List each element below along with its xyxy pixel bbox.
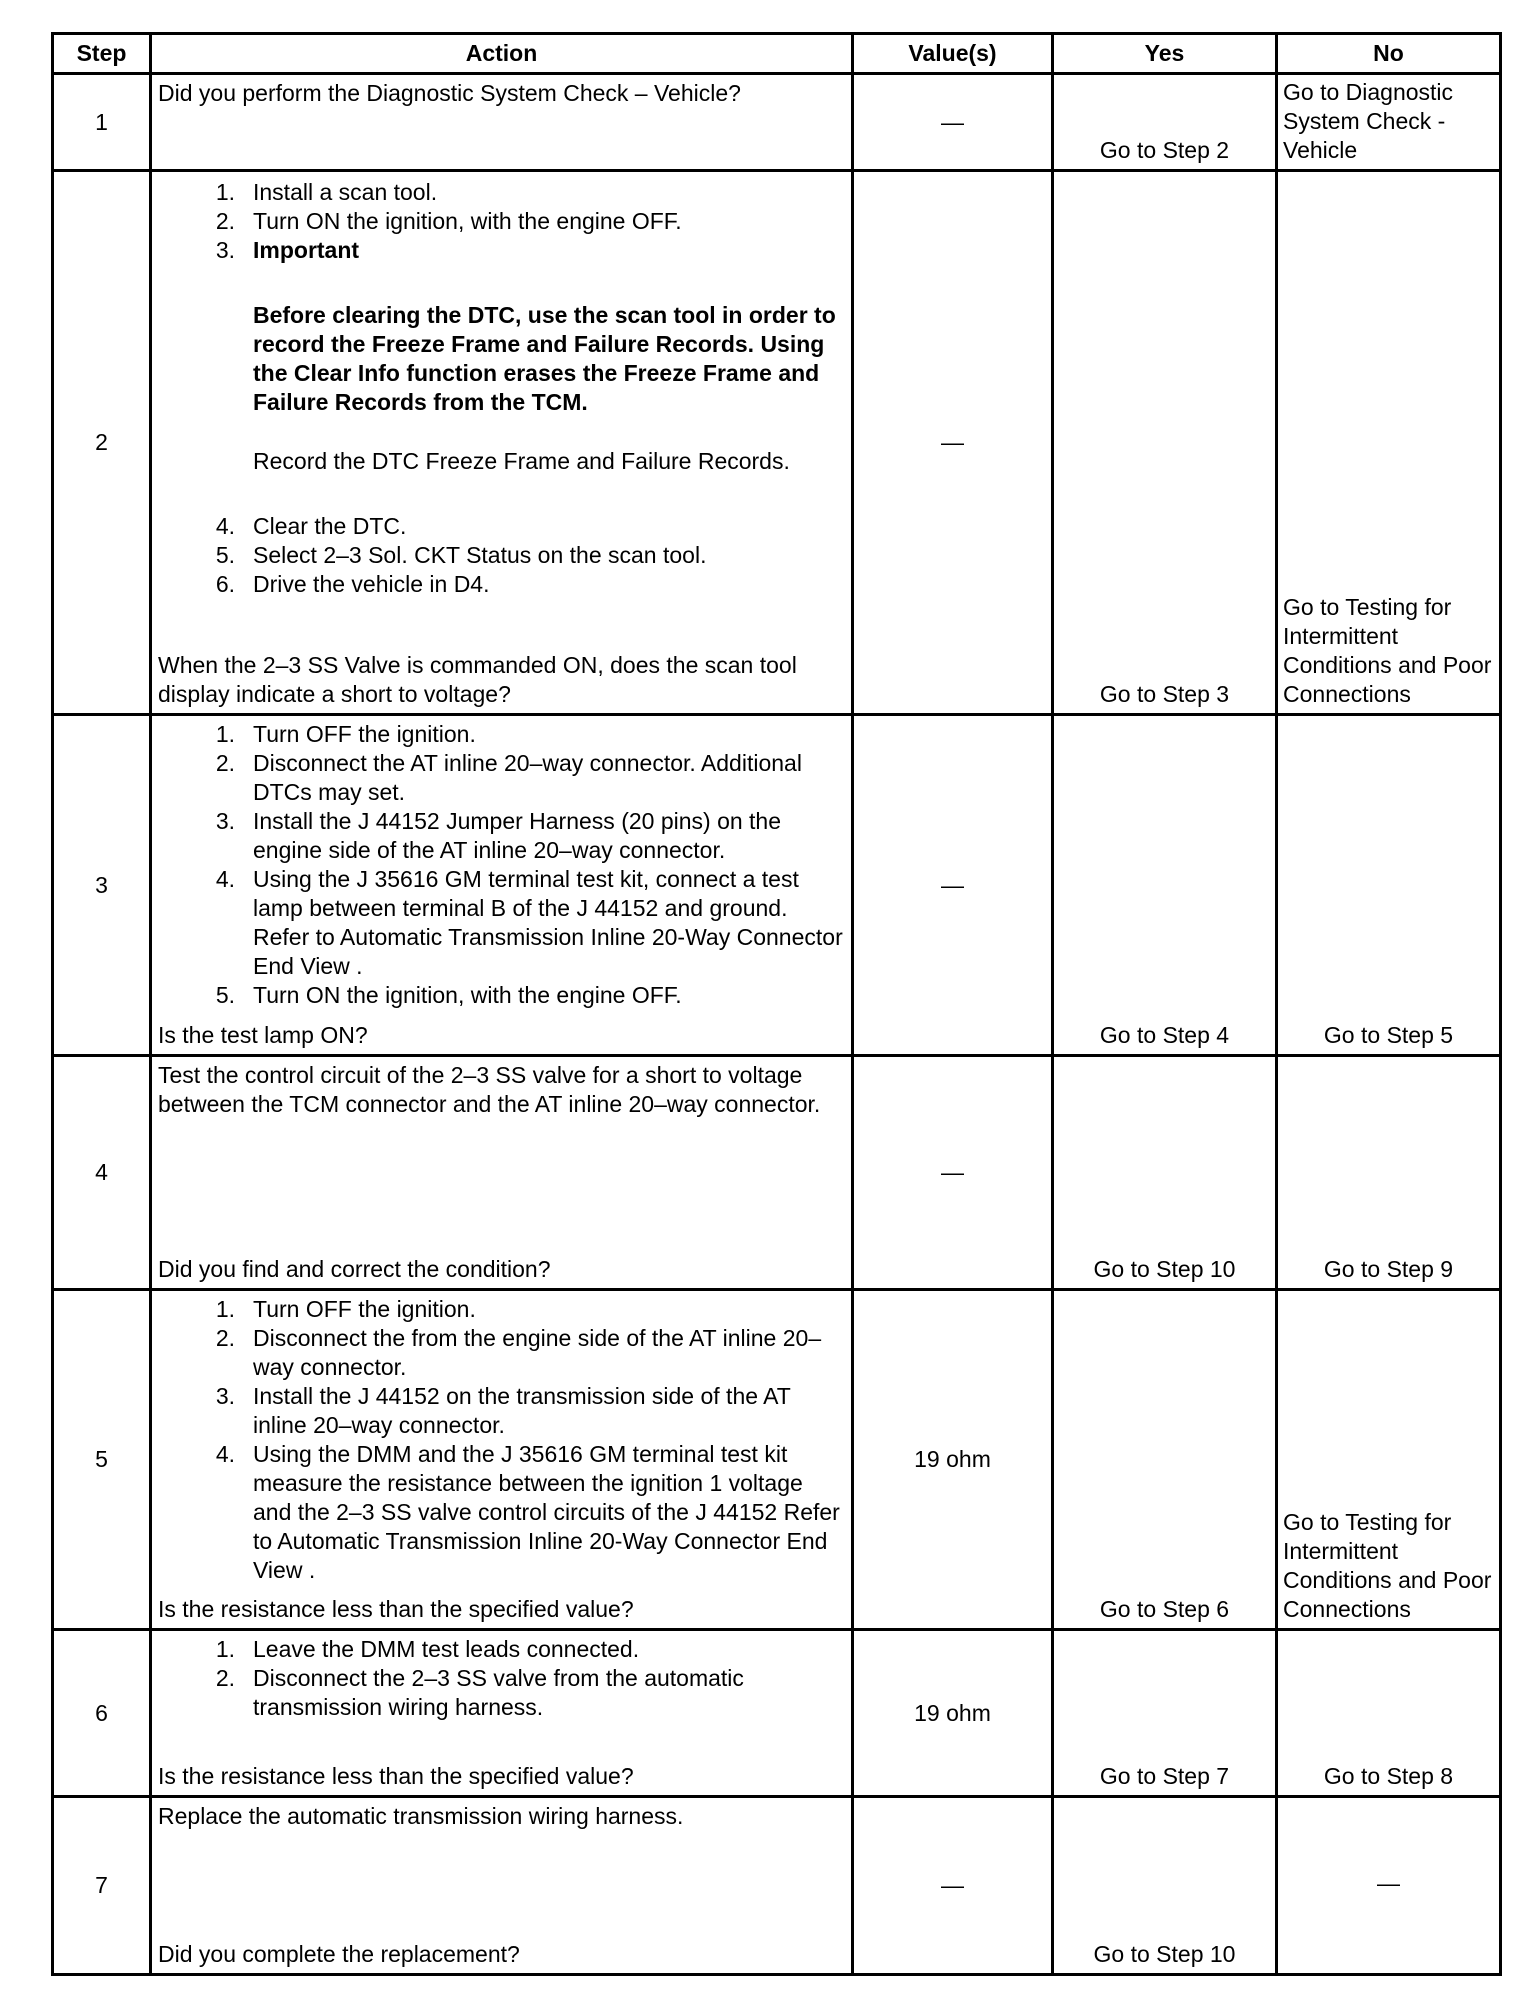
important-instruction: Record the DTC Freeze Frame and Failure Records. (253, 448, 790, 474)
yes-link[interactable]: Go to Step 2 (1053, 74, 1277, 171)
table-row (53, 1630, 1501, 1797)
list-item: 3. Important (158, 236, 845, 265)
action-steps (158, 1295, 845, 1585)
table-row (53, 1056, 1501, 1290)
yes-link[interactable]: Go to Step 7 (1053, 1630, 1277, 1797)
value-cell: — (853, 1797, 1053, 1975)
table-row (53, 171, 1501, 715)
list-item: 1. Turn OFF the ignition. (215, 721, 476, 747)
yes-link[interactable]: Go to Step 10 (1053, 1056, 1277, 1290)
list-item: 4. Clear the DTC. (215, 513, 407, 539)
value-cell: 19 ohm (853, 1630, 1053, 1797)
header-action: Action (151, 34, 853, 74)
step-number: 3 (53, 715, 151, 1056)
yes-link[interactable]: Go to Step 4 (1053, 715, 1277, 1056)
value-cell: — (853, 171, 1053, 715)
table-row (53, 715, 1501, 1056)
header-values: Value(s) (853, 34, 1053, 74)
list-item: 2. Turn ON the ignition, with the engine OFF. (215, 208, 682, 234)
action-text: Did you perform the Diagnostic System Check – Vehicle? (158, 80, 741, 106)
action-steps (158, 1635, 845, 1722)
list-item: 4. Using the J 35616 GM terminal test kit, connect a test lamp between terminal B of the J 44152 and ground. Refer to Automatic Transmission Inline 20-Way Connector End View . (215, 866, 843, 979)
question-text: Is the resistance less than the specified value? (158, 1596, 634, 1622)
no-link[interactable]: Go to Step 9 (1277, 1056, 1501, 1290)
no-link[interactable]: Go to Step 5 (1277, 715, 1501, 1056)
value-cell: — (853, 74, 1053, 171)
value-cell: 19 ohm (853, 1290, 1053, 1630)
no-link[interactable]: Go to Testing for Intermittent Conditions and Poor Connections (1277, 1290, 1501, 1630)
question-text: Did you complete the replacement? (158, 1941, 520, 1967)
header-step: Step (53, 34, 151, 74)
no-link[interactable]: Go to Diagnostic System Check - Vehicle (1277, 74, 1501, 171)
list-item: 4. Using the DMM and the J 35616 GM terminal test kit measure the resistance between the ignition 1 voltage and the 2–3 SS valve control circuits of the J 44152 Refer to Automatic Transmission Inline 20-Way Connector End View . (215, 1441, 840, 1583)
list-item: 5. Select 2–3 Sol. CKT Status on the scan tool. (215, 542, 707, 568)
action-text: Replace the automatic transmission wiring harness. (158, 1803, 684, 1829)
question-text: Is the test lamp ON? (158, 1022, 368, 1048)
no-link[interactable]: Go to Testing for Intermittent Conditions and Poor Connections (1277, 171, 1501, 715)
question-text: Is the resistance less than the specified value? (158, 1763, 634, 1789)
list-item: 2. Disconnect the from the engine side of the AT inline 20–way connector. (215, 1325, 822, 1380)
no-link[interactable]: — (1277, 1797, 1501, 1975)
yes-link[interactable]: Go to Step 10 (1053, 1797, 1277, 1975)
table-row (53, 74, 1501, 171)
diagnostic-table (51, 32, 1502, 1976)
step-number: 1 (53, 74, 151, 171)
no-link[interactable]: Go to Step 8 (1277, 1630, 1501, 1797)
list-item: 1. Leave the DMM test leads connected. (215, 1636, 640, 1662)
action-steps (158, 512, 845, 599)
list-item: 2. Disconnect the 2–3 SS valve from the automatic transmission wiring harness. (215, 1665, 744, 1720)
header-no: No (1277, 34, 1501, 74)
list-item: 2. Disconnect the AT inline 20–way connector. Additional DTCs may set. (215, 750, 802, 805)
step-number: 6 (53, 1630, 151, 1797)
yes-link[interactable]: Go to Step 3 (1053, 171, 1277, 715)
list-item: 1. Install a scan tool. (215, 179, 438, 205)
header-row (53, 34, 1501, 74)
header-yes: Yes (1053, 34, 1277, 74)
important-note: Before clearing the DTC, use the scan tool in order to record the Freeze Frame and Failure Records. Using the Clear Info function erases the Freeze Frame and Failure Records from the TCM. (253, 302, 836, 415)
list-item: 5. Turn ON the ignition, with the engine OFF. (215, 982, 682, 1008)
step-number: 2 (53, 171, 151, 715)
table-row (53, 1797, 1501, 1975)
value-cell: — (853, 715, 1053, 1056)
step-number: 7 (53, 1797, 151, 1975)
question-text: Did you find and correct the condition? (158, 1256, 551, 1282)
yes-link[interactable]: Go to Step 6 (1053, 1290, 1277, 1630)
list-item: 6. Drive the vehicle in D4. (215, 571, 490, 597)
important-heading: Important (253, 237, 360, 263)
list-item: 3. Install the J 44152 Jumper Harness (20 pins) on the engine side of the AT inline 20–way connector. (215, 808, 782, 863)
action-steps (158, 720, 845, 1010)
list-item: 3. Install the J 44152 on the transmission side of the AT inline 20–way connector. (215, 1383, 791, 1438)
action-steps (158, 178, 845, 265)
step-number: 4 (53, 1056, 151, 1290)
step-number: 5 (53, 1290, 151, 1630)
value-cell: — (853, 1056, 1053, 1290)
action-text: Test the control circuit of the 2–3 SS valve for a short to voltage between the TCM connector and the AT inline 20–way connector. (158, 1062, 821, 1117)
list-item: 1. Turn OFF the ignition. (215, 1296, 476, 1322)
table-row (53, 1290, 1501, 1630)
question-text: When the 2–3 SS Valve is commanded ON, does the scan tool display indicate a short to voltage? (158, 652, 797, 707)
